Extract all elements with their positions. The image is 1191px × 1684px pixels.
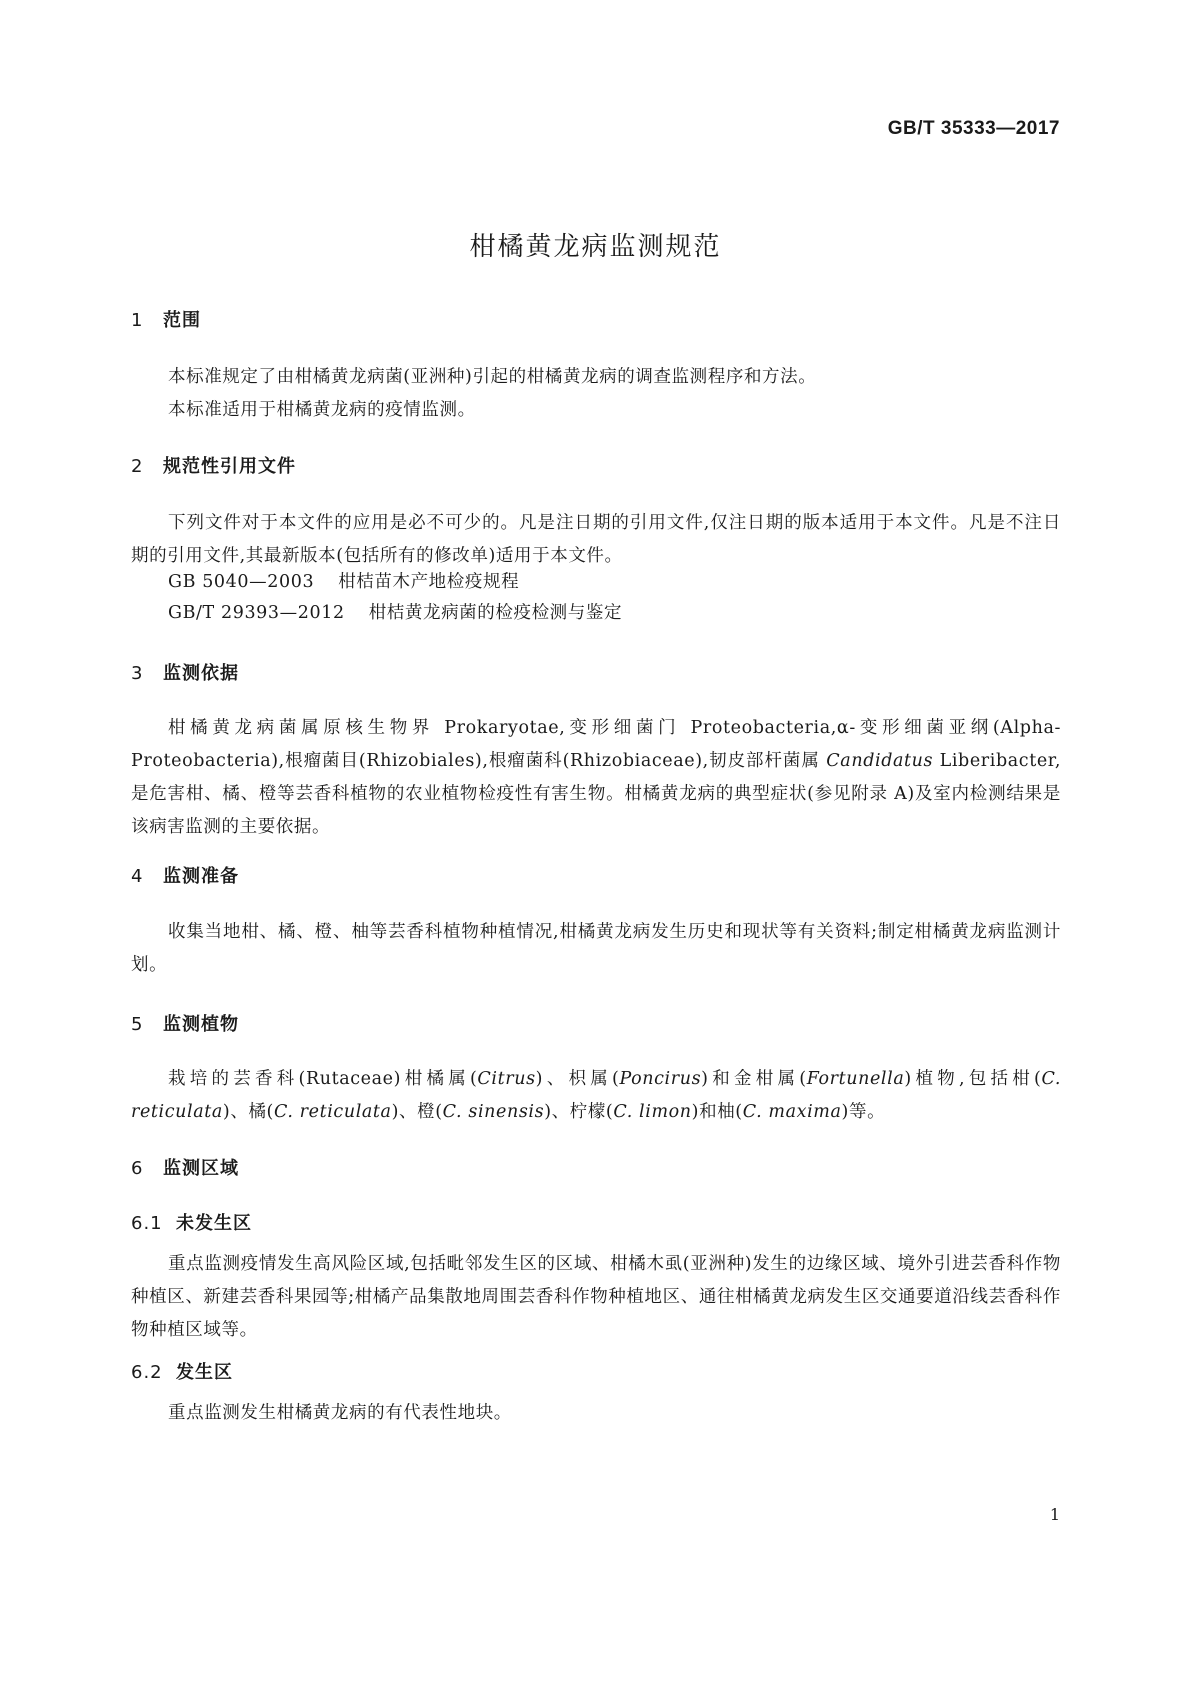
normative-reference [168, 597, 622, 630]
section-1-heading [131, 306, 201, 332]
section-6-1-heading [131, 1209, 252, 1235]
reference-code: GB 5040—2003 [168, 572, 315, 592]
taxon-name: C. maxima [742, 1102, 842, 1122]
taxon-name: Poncirus [619, 1069, 702, 1089]
taxon-name: C. sinensis [442, 1102, 545, 1122]
document-title: 柑橘黄龙病监测规范 [469, 232, 722, 262]
section-title: 监测植物 [163, 1014, 239, 1035]
taxon-name: C. reticulata [273, 1102, 392, 1122]
text-run: )植物,包括柑( [904, 1069, 1042, 1089]
genus-name: Candidatus [826, 751, 934, 771]
section-title: 监测依据 [163, 663, 239, 684]
section-number: 4 [131, 866, 144, 887]
section-number: 6.2 [131, 1362, 163, 1383]
section-title: 未发生区 [176, 1213, 252, 1234]
section-title: 发生区 [176, 1362, 233, 1383]
section-2-heading [131, 452, 296, 478]
text-run: )等。 [841, 1102, 886, 1122]
section-3-paragraph-1 [131, 712, 1061, 844]
section-number: 3 [131, 663, 144, 684]
section-number: 6 [131, 1158, 144, 1179]
reference-title: 柑桔黄龙病菌的检疫检测与鉴定 [368, 603, 623, 623]
section-4-paragraph-1: 收集当地柑、橘、橙、柚等芸香科植物种植情况,柑橘黄龙病发生历史和现状等有关资料;制定柑橘黄龙病监测计划。 [131, 922, 1061, 975]
reference-title: 柑桔苗木产地检疫规程 [338, 572, 520, 592]
section-6-2-paragraph-1: 重点监测发生柑橘黄龙病的有代表性地块。 [168, 1403, 512, 1423]
section-5-paragraph-1 [131, 1063, 1061, 1129]
section-number: 2 [131, 456, 144, 477]
section-6-2-heading [131, 1358, 233, 1384]
section-4-heading [131, 862, 239, 888]
text-run: 柑橘黄龙病菌属原核生物界 Prokaryotae,变形细菌门 Proteobacteria,α-变形细菌亚纲(Alpha-Proteobacteria),根瘤菌目(Rhizobiales),根瘤菌科(Rhizobiaceae),韧皮部杆菌属 [131, 718, 1061, 771]
text-run: 栽培的芸香科(Rutaceae)柑橘属( [168, 1069, 478, 1089]
text-run: )和金柑属( [701, 1069, 807, 1089]
section-1-paragraph-2: 本标准适用于柑橘黄龙病的疫情监测。 [168, 400, 476, 420]
section-5-heading [131, 1010, 239, 1036]
taxon-name: C. limon [613, 1102, 692, 1122]
taxon-name: Citrus [477, 1069, 536, 1089]
section-title: 监测区域 [163, 1158, 239, 1179]
text-run: )、橙( [391, 1102, 443, 1122]
taxon-name: Fortunella [806, 1069, 905, 1089]
section-6-heading [131, 1154, 239, 1180]
text-run: Liberibacter,是危害柑、橘、橙等芸香科植物的农业植物检疫性有害生物。柑橘黄龙病的典型症状(参见附录 A)及室内检测结果是该病害监测的主要依据。 [131, 751, 1061, 837]
section-number: 6.1 [131, 1213, 163, 1234]
standard-number: GB/T 35333—2017 [887, 118, 1060, 139]
reference-code: GB/T 29393—2012 [168, 603, 345, 623]
text-run: )、橘( [222, 1102, 274, 1122]
text-run: )、柠檬( [544, 1102, 614, 1122]
section-1-paragraph-1: 本标准规定了由柑橘黄龙病菌(亚洲种)引起的柑橘黄龙病的调查监测程序和方法。 [168, 367, 817, 387]
text-run: )、枳属( [535, 1069, 620, 1089]
taxon-name: C. reticulata [131, 1069, 1062, 1122]
section-title: 范围 [163, 310, 201, 331]
section-number: 5 [131, 1014, 144, 1035]
section-6-1-paragraph-1: 重点监测疫情发生高风险区域,包括毗邻发生区的区域、柑橘木虱(亚洲种)发生的边缘区域、境外引进芸香科作物种植区、新建芸香科果园等;柑橘产品集散地周围芸香科作物种植地区、通往柑橘黄龙病发生区交通要道沿线芸香科作物种植区域等。 [131, 1254, 1061, 1340]
section-number: 1 [131, 310, 144, 331]
section-title: 规范性引用文件 [163, 456, 296, 477]
normative-reference [168, 566, 519, 599]
section-2-paragraph-1: 下列文件对于本文件的应用是必不可少的。凡是注日期的引用文件,仅注日期的版本适用于本文件。凡是不注日期的引用文件,其最新版本(包括所有的修改单)适用于本文件。 [131, 513, 1061, 566]
page-number: 1 [1049, 1505, 1060, 1524]
text-run: )和柚( [691, 1102, 743, 1122]
section-3-heading [131, 659, 239, 685]
section-title: 监测准备 [163, 866, 239, 887]
